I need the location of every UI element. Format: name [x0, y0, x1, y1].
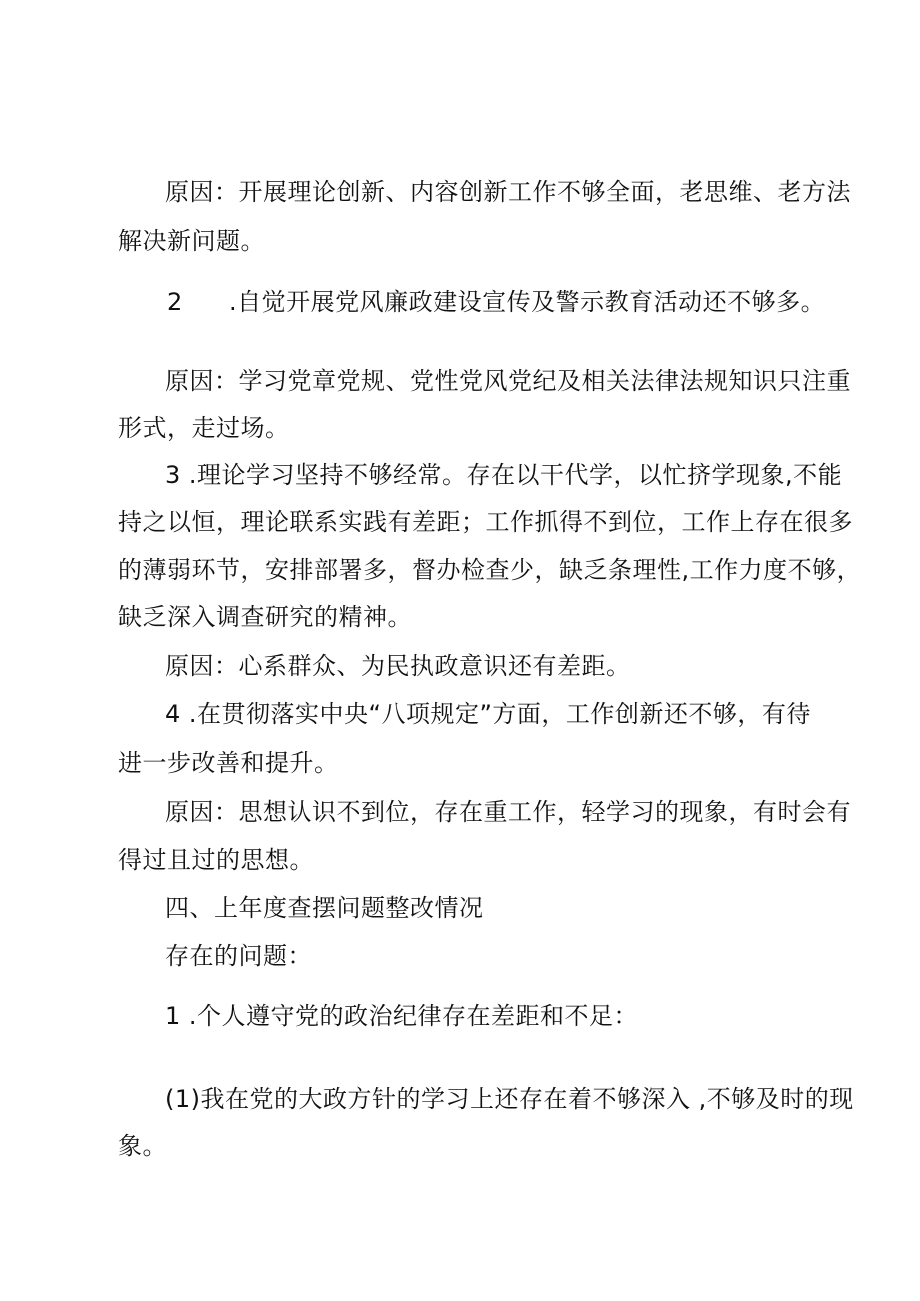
- paragraph-reason-3: 原因：心系群众、为民执政意识还有差距。: [165, 652, 631, 680]
- item-3-line-2: 持之以恒，理论联系实践有差距；工作抓得不到位，工作上存在很多: [118, 508, 853, 536]
- paragraph-reason-2-line-2: 形式，走过场。: [118, 414, 290, 442]
- paragraph-reason-1-line-1: 原因：开展理论创新、内容创新工作不够全面，老思维、老方法: [165, 178, 851, 206]
- item-2-text: .自觉开展党风廉政建设宣传及警示教育活动还不够多。: [229, 288, 826, 316]
- sub-item-1-line-1: (1)我在党的大政方针的学习上还存在着不够深入 ,不够及时的现: [165, 1085, 854, 1113]
- item-2-number: 2: [167, 288, 183, 316]
- item-4-line-2: 进一步改善和提升。: [118, 749, 339, 777]
- item-3-line-1: 3 .理论学习坚持不够经常。存在以干代学，以忙挤学现象,不能: [165, 461, 843, 489]
- paragraph-reason-4-line-2: 得过且过的思想。: [118, 846, 314, 874]
- sub-item-1-line-2: 象。: [118, 1132, 167, 1160]
- paragraph-reason-1-line-2: 解决新问题。: [118, 227, 265, 255]
- problem-item-1: 1 .个人遵守党的政治纪律存在差距和不足：: [165, 1002, 639, 1030]
- item-4-line-1: 4 .在贯彻落实中央“八项规定”方面，工作创新还不够，有待: [165, 700, 811, 728]
- existing-problems-label: 存在的问题：: [165, 942, 312, 970]
- paragraph-reason-2-line-1: 原因：学习党章党规、党性党风党纪及相关法律法规知识只注重: [165, 367, 851, 395]
- paragraph-reason-4-line-1: 原因：思想认识不到位，存在重工作，轻学习的现象，有时会有: [165, 798, 851, 826]
- item-3-line-3: 的薄弱环节，安排部署多，督办检查少，缺乏条理性,工作力度不够，: [118, 556, 862, 584]
- item-3-line-4: 缺乏深入调查研究的精神。: [118, 603, 412, 631]
- section-heading-4: 四、上年度查摆问题整改情况: [165, 894, 484, 922]
